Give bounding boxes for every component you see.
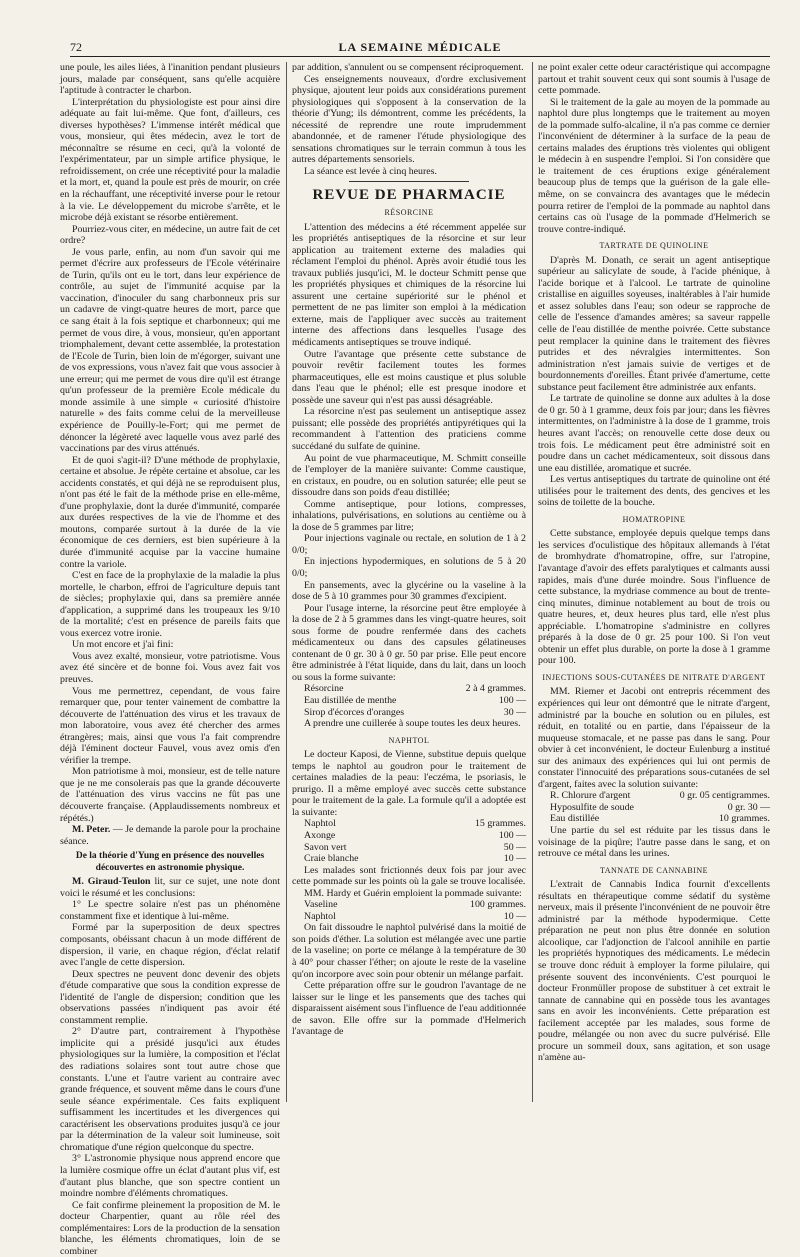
column-divider: [286, 62, 287, 1102]
formula-line: Eau distillée de menthe 100 —: [304, 694, 526, 706]
speaker-text: lit, sur ce sujet, une note dont voici le résumé et les conclusions:: [60, 876, 280, 899]
paragraph: 1° Le spectre solaire n'est pas un phénomène constamment fixe et identique à lui-même.: [60, 899, 280, 922]
paragraph: MM. Hardy et Guérin emploient la pommade suivante:: [304, 887, 522, 899]
formula-line: Axonge 100 —: [304, 830, 526, 841]
page-header: [70, 38, 770, 58]
paragraph: Et de quoi s'agit-il? D'une méthode de prophylaxie, certaine et absolue. Je répète certaine et absolue, car les accidents constatés, et qui déjà ne se reproduisent plus, n'ont pas été le fait de la méthode prise en elle-même, d'une prophylaxie, dont la durée d'immunité, comparée aux durées respectives de la vie de l'homme et des moutons, comparée surtout à la durée de la vie économique de ces derniers, est bien supérieure à la durée d'immunité acquise par la vaccine humaine contre la variole.: [60, 454, 280, 570]
subsection-heading: TANNATE DE CANNABINE: [599, 865, 708, 875]
paragraph: Pourriez-vous citer, en médecine, un autre fait de cet ordre?: [60, 223, 280, 247]
paragraph: Formé par la superposition de deux spectres composants, obéissant chacun à un mode différent de dispersion, il varie, en chaque région, d'éclat relatif avec l'angle de cette dispersion.: [60, 922, 280, 969]
formula-line: Sirop d'écorces d'oranges 30 —: [304, 706, 526, 718]
subsection-heading: INJECTIONS SOUS-CUTANÉES DE NITRATE D'ARGENT: [542, 672, 766, 682]
paragraph: C'est en face de la prophylaxie de la maladie la plus mortelle, le charbon, effroi de l'agriculture depuis tant de siècles; prophylaxie qui, dans sa première année d'application, a supprimé dans les troupeaux les 9/10 de la mortalité; c'est en présence de pareils faits que vous exercez votre ironie.: [60, 570, 280, 639]
formula-line: Vaseline 100 grammes.: [304, 899, 526, 911]
formula-line: Résorcine 2 à 4 grammes.: [304, 683, 526, 695]
paragraph: Les vertus antiseptiques du tartrate de quinoline ont été utilisées pour le traitement des dents, des gencives et les soins de toilette de la bouche.: [538, 474, 770, 509]
paragraph: En pansements, avec la glycérine ou la vaseline à la dose de 5 à 10 grammes pour 30 grammes d'excipient.: [292, 579, 526, 603]
section-title: REVUE DE PHARMACIE: [312, 187, 506, 204]
paragraph: MM. Riemer et Jacobi ont entrepris récemment des expériences qui leur ont démontré que le nitrate d'argent, administré par la bouche en solution ou en pilules, est réduit, en totalité ou en partie, dans l'épaisseur de la muqueuse stomacale, et ne passe pas dans le sang. Pour obvier à cet inconvénient, le docteur Eulenburg a institué sur des animaux des expériences qui lui ont permis de constater l'innocuité des préparations sous-cutanées de sel d'argent, faites avec la solution suivante:: [538, 686, 770, 790]
paragraph: Ce fait confirme pleinement la proposition de M. le docteur Charpentier, quant au rôle réel des complémentaires: Lors de la production de la sensation blanche, les éléments chromatiques, loin de se combiner: [60, 1199, 280, 1257]
paragraph: Cette préparation offre sur le goudron l'avantage de ne laisser sur le linge et les pansements que des taches qui disparaissent aisément sous l'influence de l'eau additionnée de savon. Elle offre sur la pommade d'Helmerich l'avantage de: [292, 980, 526, 1038]
paragraph: L'attention des médecins a été récemment appelée sur les propriétés antiseptiques de la résorcine et sur leur application au traitement externe des maladies qui réclament l'emploi du phénol. Après avoir étudié tous les travaux publiés jusqu'ici, M. le docteur Schmitt pense que les propriétés physiques et chimiques de la résorcine lui assurent une certaine supériorité sur le phénol et permettent de ne pas limiter son emploi à la médication externe, mais de l'appliquer avec succès au traitement interne des affections dans lesquelles l'usage des médicaments antiseptiques se trouve indiqué.: [292, 221, 526, 349]
formula-line: Naphtol 15 grammes.: [304, 818, 526, 830]
formula-line: Savon vert 50 —: [304, 841, 526, 853]
subsection-heading: HOMATROPINE: [622, 514, 686, 524]
speaker-paragraph: [60, 824, 280, 847]
paragraph: L'extrait de Cannabis Indica fournit d'excellents résultats en thérapeutique comme sédatif du système nerveux, mais il présente l'inconvénient de ne pouvoir être administré par la méthode hypodermique. Cette préparation ne peut non plus être donnée en solution alcoolique, car l'adjonction de l'alcool annihile en partie les propriétés hypnotiques des médicaments. Le médecin se trouve donc réduit à employer la forme pilulaire, qui présente souvent des inconvénients. C'est pourquoi le docteur Fronmüller propose de substituer à cet extrait le tannate de cannabine qui en possède tous les avantages sans en avoir les inconvénients. Cette préparation est facilement acceptée par les malades, sous forme de poudre, mélangée ou non avec du sucre pulvérisé. Elle procure un sommeil doux, sans agitation, et son usage n'amène au-: [538, 879, 770, 1064]
paragraph: La séance est levée à cinq heures.: [304, 165, 437, 177]
column-divider: [532, 62, 533, 1102]
section-rule: [349, 181, 469, 182]
paragraph: En injections hypodermiques, en solutions de 5 à 20 0/0;: [292, 556, 526, 579]
paragraph: Cette substance, employée depuis quelque temps dans les services d'oculistique des hôpitaux allemands à l'état de bromhydrate d'homatropine, offre, sur l'atropine, l'avantage d'avoir des effets paralytiques et calmants aussi rapides, mais d'une durée moindre. Sous l'influence de cette substance, la mydriase commence au bout de trente-cinq minutes, diminue notablement au bout de trois ou quatre heures, et, deux heures plus tard, elle n'est plus appréciable. L'homatropine s'administre en collyres préparés à la dose de 0 gr. 25 pour 100. Si l'on veut obtenir un effet plus durable, on porte la dose à 1 gramme pour 100.: [538, 528, 770, 667]
column-3: [538, 62, 770, 1102]
paragraph: 2° D'autre part, contrairement à l'hypothèse implicite qui a présidé jusqu'ici aux études physiologiques sur la lumière, la composition et l'éclat des radiations solaires sont tout autre chose que constants. L'une et l'autre varient au contraire avec grande fréquence, et souvent même dans le cours d'une seule séance expérimentale. Ces faits expliquent suffisamment les incertitudes et les divergences qui caractérisent les observations produites jusqu'à ce jour par la détermination de la valeur soit lumineuse, soit chromatique d'une région quelconque du spectre.: [60, 1026, 280, 1153]
paragraph: Vous avez exalté, monsieur, votre patriotisme. Vous avez été sincère et de bonne foi. Vous avez fait vos preuves.: [60, 650, 280, 685]
paragraph: La résorcine n'est pas seulement un antiseptique assez puissant; elle possède des propriétés antipyrétiques qui la recommandent à l'attention des praticiens comme succédané du sulfate de quinine.: [292, 406, 526, 452]
paragraph: Les malades sont frictionnés deux fois par jour avec cette pommade sur les points où la gale se trouve localisée.: [292, 864, 526, 888]
formula-line: Craie blanche 10 —: [304, 853, 526, 865]
journal-title: LA SEMAINE MÉDICALE: [338, 40, 502, 54]
paragraph: 3° L'astronomie physique nous apprend encore que la lumière cosmique offre un éclat d'autant plus vif, est d'autant plus blanche, que son spectre contient un moindre nombre d'éléments chromatiques.: [60, 1153, 280, 1200]
paragraph: Le tartrate de quinoline se donne aux adultes à la dose de 0 gr. 50 à 1 gramme, deux fois par jour; dans les fièvres intermittentes, on l'administre à la dose de 1 gramme, trois heures avant l'accès; on renouvelle cette dose deux ou trois fois. Le médicament peut être administré soit en poudre dans un cachet médicamenteux, soit dissous dans une eau distillée, aromatique et sucrée.: [538, 393, 770, 474]
paragraph: Un mot encore et j'ai fini:: [72, 639, 174, 651]
paragraph: Si le traitement de la gale au moyen de la pommade au naphtol dure plus longtemps que le traitement au moyen de la pommade sulfo-alcaline, il n'a pas comme ce dernier l'inconvénient de déterminer à la surface de la peau de certains malades des éruptions très violentes qui obligent le médecin à en suspendre l'emploi. Si l'on considère que le traitement de ces éruptions exige généralement beaucoup plus de temps que la guérison de la gale elle-même, on se convaincra des avantages que le médecin pourra retirer de l'emploi de la pommade au naphtol dans certains cas où l'usage de la pommade d'Helmerich se trouve contre-indiqué.: [538, 96, 770, 235]
speaker-name: M. Giraud-Teulon: [72, 876, 151, 888]
paragraph: par addition, s'annulent ou se compensent réciproquement.: [292, 62, 524, 73]
formula-line: R. Chlorure d'argent 0 gr. 05 centigrammes.: [550, 790, 770, 802]
paragraph: Deux spectres ne peuvent donc devenir des objets d'étude comparative que sous la condition expresse de l'identité de l'angle de dispersion; condition que les observations passées n'indiquent pas avoir été constamment remplie.: [60, 968, 280, 1026]
paragraph: ne point exaler cette odeur caractéristique qui accompagne partout et trahit souvent ceux qui sont soumis à l'usage de cette pommade.: [538, 62, 770, 97]
paragraph: Le docteur Kaposi, de Vienne, substitue depuis quelque temps le naphtol au goudron pour le traitement de certaines maladies de la peau: l'eczéma, le psoriasis, le prurigo. Il a même employé avec succès cette substance pour le traitement de la gale. La formule qu'il a adoptée est la suivante:: [292, 749, 526, 818]
paragraph: Mon patriotisme à moi, monsieur, est de telle nature que je ne me consolerais pas que la grande découverte de l'atténuation des virus vaccins ne fût pas une découverte française. (Applaudissements nombreux et répétés.): [60, 766, 280, 824]
formula-line: Eau distillée 10 grammes.: [550, 813, 770, 825]
speaker-text: — Je demande la parole pour la prochaine séance.: [60, 824, 281, 847]
subsection-heading: TARTRATE DE QUINOLINE: [599, 241, 709, 251]
paragraph: Je vous parle, enfin, au nom d'un savoir qui me permet d'écrire aux professeurs de l'Ecole vétérinaire de Turin, qu'ils ont eu le tort, dans leur expérience de contrôle, au sujet de l'immunité acquise par la vaccination, d'inoculer du sang charbonneux pris sur un cadavre de vingt-quatre heures de mort, parce que ce sang était à la fois septique et charbonneux; qui me permet de vous dire, à vous, monsieur, qu'en apportant triomphalement, devant cette assemblée, la protestation de l'Ecole de Turin, bien loin de m'égorger, suivant une de vos expressions, vous n'avez fait que vous associer à une erreur; qui me permet de vous dire qu'il est étrange qu'un professeur de la première Ecole médicale du monde assimile à une simple « curiosité d'histoire naturelle » des faits comme celui de la merveilleuse expérience de Pouilly-le-Fort; qui me permet de dénoncer la légèreté avec laquelle vous avez parlé des vaccinations par des virus atténués.: [60, 246, 280, 455]
speaker-paragraph: [60, 876, 280, 899]
column-1: [60, 62, 281, 1257]
paragraph: Vous me permettrez, cependant, de vous faire remarquer que, pour tenter vainement de combattre la découverte de l'atténuation des virus et les travaux de mon laboratoire, vous avez été chercher des armes étrangères; mais, ainsi que vous l'a fait comprendre déjà l'éminent docteur Fauvel, vous avez omis d'en vérifier la trempe.: [60, 685, 280, 766]
paragraph: Une partie du sel est réduite par les tissus dans le voisinage de la piqûre; l'autre passe dans le sang, et on retrouve ce métal dans les urines.: [538, 825, 770, 860]
paragraph: Comme antiseptique, pour lotions, compresses, inhalations, pulvérisations, en solutions au centième ou à la dose de 5 grammes par litre;: [292, 498, 526, 533]
formula-line: Hyposulfite de soude 0 gr. 30 —: [550, 801, 770, 813]
page-number: 72: [70, 40, 82, 54]
paragraph: Pour l'usage interne, la résorcine peut être employée à la dose de 2 à 5 grammes dans les vingt-quatre heures, soit sous forme de poudre renfermée dans des cachets médicamenteux ou dans des capsules gélatineuses contenant de 0 gr. 30 à 0 gr. 50 par prise. Elle peut encore être administrée à l'état liquide, dans du lait, dans un looch ou sous la forme suivante:: [292, 602, 526, 683]
subsection-heading: RÉSORCINE: [384, 208, 434, 218]
paragraph: Au point de vue pharmaceutique, M. Schmitt conseille de l'employer de la manière suivante: Comme caustique, en cristaux, en poudre, ou en solution saturée; elle peut se dissoudre dans son poids d'eau distillée;: [292, 452, 526, 499]
paragraph: Outre l'avantage que présente cette substance de pouvoir revêtir facilement toutes les formes pharmaceutiques, elle est moins caustique et plus soluble dans l'eau que le phénol; elle est presque inodore et possède une saveur qui n'est pas aussi désagréable.: [292, 348, 526, 406]
subsection-heading: NAPHTOL: [388, 735, 430, 745]
paragraph: une poule, les ailes liées, à l'inanition pendant plusieurs jours, malade par conséquent, sans qu'elle acquière l'aptitude à contracter le charbon.: [60, 62, 280, 97]
formula-line: Naphtol 10 —: [304, 910, 526, 922]
article-heading: De la théorie d'Yung en présence des nouvelles découvertes en astronomie physique.: [75, 851, 265, 873]
paragraph: L'interprétation du physiologiste est pour ainsi dire adéquate au fait lui-même. Que font, d'ailleurs, ces diverses hypothèses? L'immense intérêt médical que vous, monsieur, qui êtes médecin, avez le tort de méconnaître se résume en ceci, qu'à la volonté de l'expérimentateur, par un simple artifice physique, le refroidissement, on crée une réceptivité pour la maladie et la mort, et, quand la poule est près de mourir, on crée en la réchauffant, une réceptivité inverse pour le retour à la vie. Le développement du microbe s'arrête, et le microbe déjà existant se résorbe entièrement.: [60, 96, 280, 224]
paragraph: Ces enseignements nouveaux, d'ordre exclusivement physique, ajoutent leur poids aux considérations purement physiologiques qui s'opposent à la conservation de la théorie d'Yung; ils démontrent, comme les précédents, la nécessité de reprendre une route imprudemment abandonnée, et de ramener l'étude physiologique des sensations chromatiques sur le terrain commun à tous les autres départements sensoriels.: [292, 73, 526, 166]
paragraph: On fait dissoudre le naphtol pulvérisé dans la moitié de son poids d'éther. La solution est mélangée avec une partie de la vaseline; on porte ce mélange à la température de 30 à 40° pour chasser l'éther; on ajoute le reste de la vaseline qu'on incorpore avec soin pour obtenir un mélange parfait.: [292, 922, 526, 980]
header-rule: [70, 56, 770, 57]
paragraph: Pour injections vaginale ou rectale, en solution de 1 à 2 0/0;: [292, 533, 526, 556]
speaker-name: M. Peter.: [72, 824, 111, 836]
paragraph: A prendre une cuillerée à soupe toutes les deux heures.: [304, 718, 521, 730]
column-2: [292, 62, 526, 1102]
paragraph: D'après M. Donath, ce serait un agent antiseptique supérieur au salicylate de soude, à l'acide phénique, à l'acide borique et à l'alcool. Le tartrate de quinoline cristallise en aiguilles soyeuses, inaltérables à l'air humide et assez solubles dans l'eau; son odeur se rapproche de celle de l'essence d'amandes amères; sa saveur rappelle celle de l'eau distillée de menthe poivrée. Cette substance peut remplacer la quinine dans le traitement des fièvres putrides et des névralgies intermittentes. Son administration n'est jamais suivie de vertiges et de bourdonnements d'oreilles. Étant privée d'amertume, cette substance peut facilement être administrée aux enfants.: [538, 254, 770, 393]
